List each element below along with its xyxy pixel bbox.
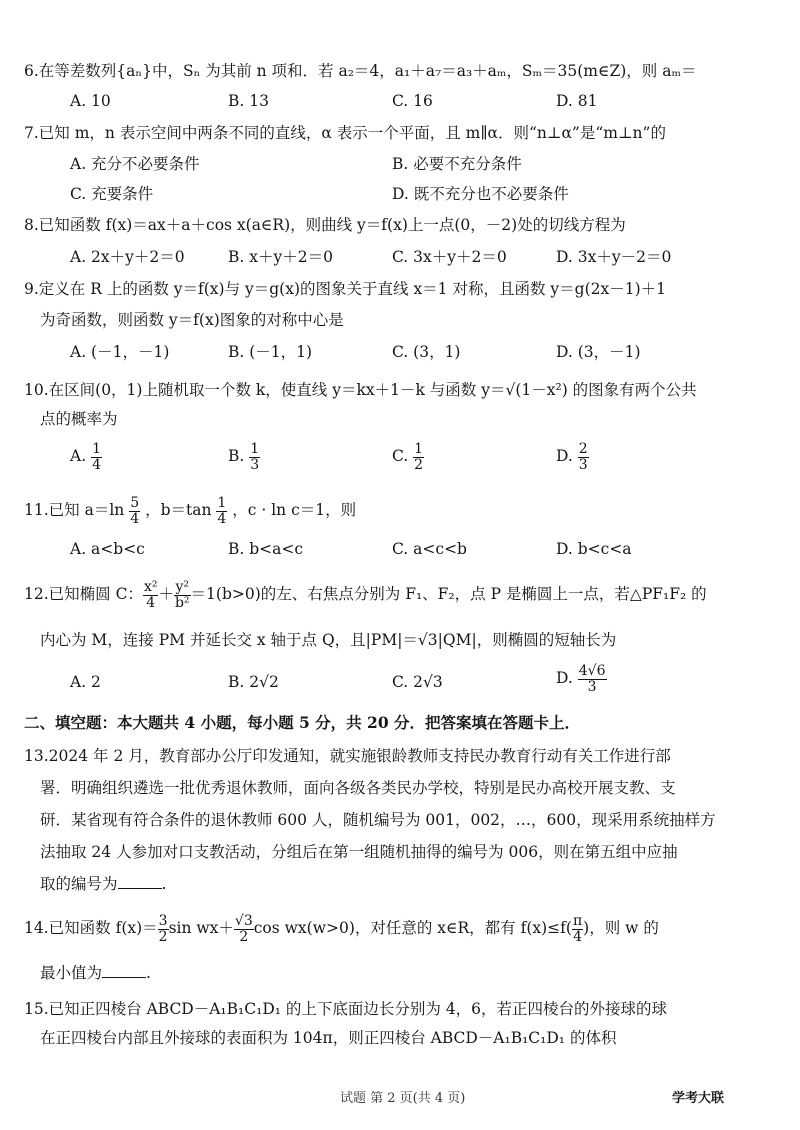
q10-option-c-letter: C.: [392, 447, 409, 466]
q9-option-c: C. (3，1): [392, 343, 461, 361]
q14-period: .: [146, 964, 151, 982]
q12-stem-pre: 12.已知椭圆 C：: [24, 585, 143, 604]
question-13-line4: 法抽取 24 人参加对口支教活动，分组后在第一组随机抽得的编号为 006，则在第五组中应抽: [40, 843, 678, 861]
q10-c-num: 1: [414, 441, 424, 457]
q12-f2-num: y²: [175, 579, 190, 595]
q13-period: .: [161, 875, 167, 893]
q10-option-c-fraction: [413, 442, 424, 472]
question-13-line1: 13.2024 年 2 月，教育部办公厅印发通知，就实施银龄教师支持民办教育行动有关工作进行部: [24, 747, 671, 765]
q14-fraction-1: [158, 914, 169, 944]
q14-fraction-2: [234, 914, 254, 944]
q6-option-c: C. 16: [392, 92, 433, 110]
question-12-stem-line2: 内心为 M，连接 PM 并延长交 x 轴于点 Q，且|PM|＝√3|QM|，则椭圆的短轴长为: [40, 631, 617, 649]
q14-f2-den: 2: [239, 928, 249, 945]
q7-option-c: C. 充要条件: [70, 185, 154, 203]
q10-option-d: [556, 442, 589, 472]
q10-c-den: 2: [414, 456, 424, 473]
q10-d-den: 3: [578, 456, 588, 473]
q12-option-d-fraction: [578, 664, 607, 694]
q13-answer-blank: [118, 872, 162, 889]
q10-option-b: [228, 442, 260, 472]
question-10-stem: 10.在区间(0，1)上随机取一个数 k，使直线 y＝kx＋1－k 与函数 y＝√(1－x²) 的图象有两个公共: [24, 381, 697, 399]
q10-option-b-letter: B.: [228, 447, 245, 466]
q10-a-den: 4: [92, 456, 101, 473]
page-footer: 试题 第 2 页(共 4 页): [340, 1091, 466, 1106]
q14-mid: sin wx＋: [168, 919, 234, 938]
question-15-line1: 15.已知正四棱台 ABCD－A₁B₁C₁D₁ 的上下底面边长分别为 4，6，若正四棱台的外接球的球: [24, 1000, 668, 1018]
q11-f1-num: 5: [130, 495, 140, 511]
q14-pre: 14.已知函数 f(x)＝: [24, 919, 158, 938]
q7-option-b: B. 必要不充分条件: [392, 155, 522, 173]
question-9-stem: 9.定义在 R 上的函数 y＝f(x)与 y＝g(x)的图象关于直线 x＝1 对称，且函数 y＝g(2x－1)＋1: [24, 280, 666, 298]
q7-option-d: D. 既不充分也不必要条件: [392, 185, 569, 203]
q11-option-a: A. a<b<c: [70, 540, 145, 558]
q11-f1-den: 4: [130, 510, 140, 527]
q10-d-num: 2: [578, 441, 588, 457]
question-7-stem: 7.已知 m，n 表示空间中两条不同的直线，α 表示一个平面，且 m∥α．则“n⊥α”是“m⊥n”的: [24, 124, 666, 142]
q11-option-b: B. b<a<c: [228, 540, 304, 558]
q11-stem-post: ，c · ln c＝1，则: [232, 501, 357, 520]
q12-option-d-letter: D.: [556, 669, 573, 688]
q12-option-a: A. 2: [70, 673, 101, 691]
q11-f2-num: 1: [217, 495, 227, 511]
q10-b-num: 1: [250, 441, 260, 457]
question-14-line2: [40, 961, 770, 985]
q14-post: cos wx(w>0)，对任意的 x∈R，都有 f(x)≤f(: [253, 919, 572, 938]
q7-option-a: A. 充分不必要条件: [70, 155, 200, 173]
q12-option-c: C. 2√3: [392, 673, 443, 691]
question-13-line5: [40, 872, 770, 896]
question-12-stem: [24, 580, 770, 610]
q10-option-d-letter: D.: [556, 447, 573, 466]
q6-option-b: B. 13: [228, 92, 269, 110]
q12-d-num: 4√6: [578, 663, 606, 679]
q12-fraction-2: [174, 580, 191, 610]
q14-answer-prompt: 最小值为: [40, 964, 103, 982]
q12-f2-den: b²: [174, 594, 190, 611]
q11-stem-mid: ，b＝tan: [145, 501, 212, 520]
question-10-stem-line2: 点的概率为: [40, 410, 118, 428]
section-2-heading: 二、填空题：本大题共 4 小题，每小题 5 分，共 20 分．把答案填在答题卡上．: [24, 713, 581, 732]
question-9-stem-line2: 为奇函数，则函数 y＝f(x)图象的对称中心是: [40, 311, 344, 329]
q14-f1-den: 2: [158, 928, 168, 945]
question-8-stem: 8.已知函数 f(x)＝ax＋a＋cos x(a∈R)，则曲线 y＝f(x)上一点(0，－2)处的切线方程为: [24, 216, 626, 234]
q10-a-num: 1: [92, 441, 101, 457]
q14-fraction-3: [572, 914, 583, 944]
question-15-line2: 在正四棱台内部且外接球的表面积为 104π，则正四棱台 ABCD－A₁B₁C₁D₁ 的体积: [40, 1029, 617, 1047]
question-14-stem: [24, 914, 770, 944]
q6-option-d: D. 81: [556, 92, 598, 110]
question-6-stem: 6.在等差数列{aₙ}中，Sₙ 为其前 n 项和．若 a₂＝4，a₁＋a₇＝a₃＋aₘ，Sₘ＝35(m∈Z)，则 aₘ＝: [24, 62, 697, 80]
q10-option-a-letter: A.: [70, 447, 87, 466]
q8-option-d: D. 3x＋y－2＝0: [556, 248, 672, 266]
q12-option-b: B. 2√2: [228, 673, 279, 691]
q11-f2-den: 4: [217, 510, 227, 527]
q11-fraction-1: [129, 496, 140, 526]
q8-option-c: C. 3x＋y＋2＝0: [392, 248, 507, 266]
q9-option-d: D. (3，－1): [556, 343, 641, 361]
q12-option-d: [556, 664, 607, 694]
q10-option-c: [392, 442, 424, 472]
q8-option-b: B. x＋y＋2＝0: [228, 248, 333, 266]
q12-f1-den: 4: [146, 594, 156, 611]
q10-option-b-fraction: [249, 442, 260, 472]
q10-option-a-fraction: [91, 442, 102, 472]
q11-stem-pre: 11.已知 a＝ln: [24, 501, 125, 520]
q10-b-den: 3: [250, 456, 260, 473]
q9-option-b: B. (－1，1): [228, 343, 313, 361]
q14-f2-num: √3: [234, 913, 253, 929]
q12-plus: ＋: [158, 585, 174, 604]
q12-d-den: 3: [587, 678, 597, 695]
q14-f3-num: π: [572, 913, 583, 929]
q8-option-a: A. 2x＋y＋2＝0: [70, 248, 185, 266]
q12-stem-post: ＝1(b>0)的左、右焦点分别为 F₁、F₂，点 P 是椭圆上一点，若△PF₁F₂ 的: [190, 585, 707, 604]
question-13-line2: 署．明确组织遴选一批优秀退休教师，面向各级各类民办学校，特别是民办高校开展支教、支: [40, 779, 676, 797]
q10-option-d-fraction: [578, 442, 589, 472]
q6-option-a: A. 10: [70, 92, 111, 110]
q11-option-d: D. b<c<a: [556, 540, 632, 558]
brand-label: 学考大联: [672, 1091, 725, 1106]
q12-f1-num: x²: [143, 579, 158, 595]
q12-fraction-1: [143, 580, 159, 610]
question-13-line3: 研．某省现有符合条件的退休教师 600 人，随机编号为 001，002，…，600，现采用系统抽样方: [40, 811, 716, 829]
q11-option-c: C. a<c<b: [392, 540, 467, 558]
question-11-stem: [24, 496, 770, 526]
q13-answer-prompt: 取的编号为: [40, 875, 118, 893]
q14-f1-num: 3: [158, 913, 168, 929]
q10-option-a: [70, 442, 102, 472]
q9-option-a: A. (－1，－1): [70, 343, 170, 361]
q14-f3-den: 4: [573, 928, 583, 945]
q11-fraction-2: [216, 496, 227, 526]
q14-answer-blank: [102, 961, 146, 978]
q14-end: )，则 w 的: [583, 919, 659, 938]
